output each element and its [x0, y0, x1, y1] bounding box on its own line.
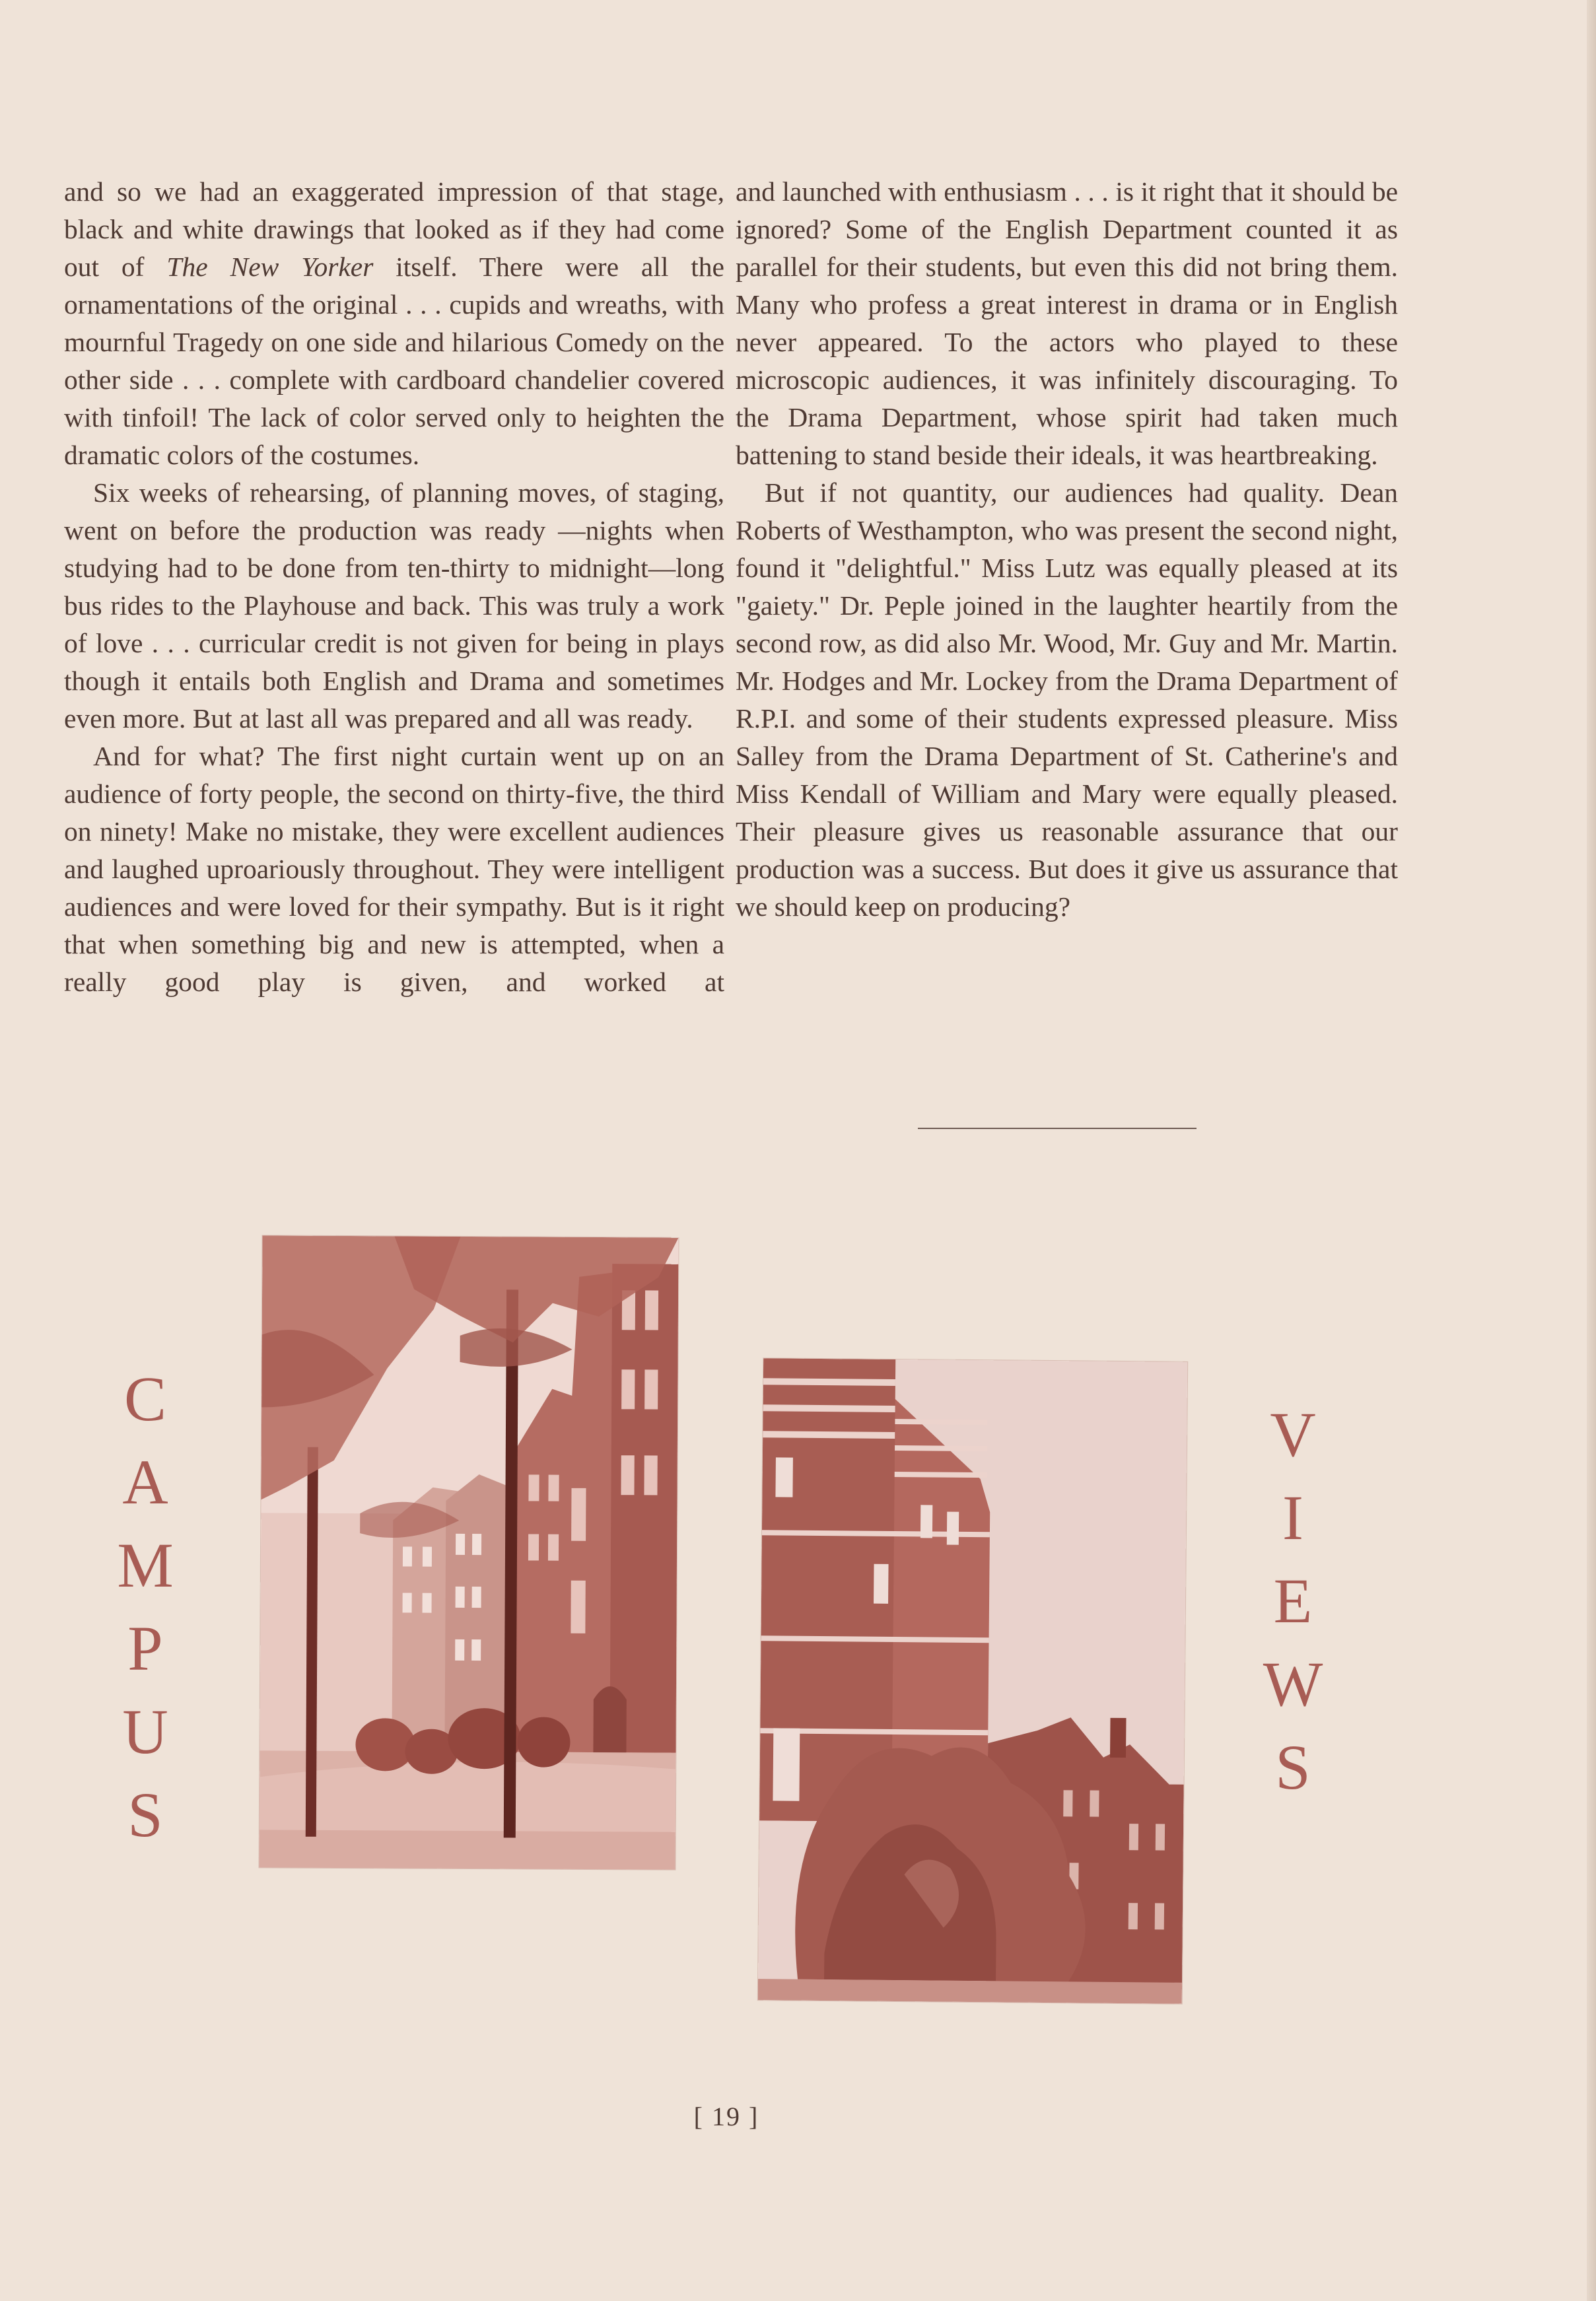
- heading-letter: U: [122, 1696, 168, 1767]
- left-column: [64, 173, 724, 1001]
- section-divider: [918, 1128, 1197, 1129]
- right-column: [736, 173, 1398, 926]
- campus-courtyard-photo: [259, 1235, 678, 1869]
- tower-image: [758, 1358, 1187, 2004]
- heading-letter: S: [127, 1779, 163, 1850]
- magazine-title: The New Yorker: [166, 252, 374, 282]
- right-paragraph-2: But if not quantity, our audiences had quality. Dean Roberts of Westhampton, who was present the second night, found it "delightful." Miss Lutz was equally pleased at its "gaiety." Dr. Peple joined in the laughter heartily from the second row, as did also Mr. Wood, Mr. Guy and Mr. Martin. Mr. Hodges and Mr. Lockey from the Drama Department of R.P.I. and some of their students expressed pleasure. Miss Salley from the Drama Department of St. Catherine's and Miss Kendall of William and Mary were equally pleased. Their pleasure gives us reasonable assurance that our production was a success. But does it give us assurance that we should keep on producing?: [736, 477, 1398, 922]
- heading-letter: I: [1282, 1482, 1303, 1553]
- heading-letter: M: [117, 1530, 174, 1600]
- campus-heading: [109, 1357, 182, 1857]
- heading-letter: A: [122, 1447, 168, 1517]
- brick-tower-photo: [758, 1358, 1187, 2004]
- left-paragraph-1: and so we had an exaggerated impression of that stage, black and white drawings that looked as if they had come out of The New Yorker itself. There were all the ornamentations of the original . . . cupids and wreaths, with mournful Tragedy on one side and hilarious Comedy on the other side . . . complete with cardboard chandelier covered with tinfoil! The lack of color served only to heighten the dramatic colors of the costumes.: [64, 176, 724, 470]
- left-paragraph-2: Six weeks of rehearsing, of planning moves, of staging, went on before the production was ready —nights when studying had to be done from ten-thirty to midnight—long bus rides to the Playhouse and back. This was truly a work of love . . . curricular credit is not given for being in plays though it entails both English and Drama and sometimes even more. But at last all was prepared and all was ready.: [64, 477, 724, 734]
- heading-letter: W: [1263, 1649, 1323, 1719]
- page-number: [ 19 ]: [693, 2102, 759, 2131]
- heading-letter: S: [1275, 1732, 1311, 1803]
- heading-letter: C: [123, 1363, 167, 1434]
- left-paragraph-3: And for what? The first night curtain went up on an audience of forty people, the second on thirty-five, the third on ninety! Make no mistake, they were excellent audiences and laughed uproariously throughout. They were intelligent audiences and were loved for their sympathy. But is it right that when something big and new is attempted, when a really good play is given, and worked at: [64, 741, 724, 997]
- heading-letter: E: [1273, 1565, 1313, 1636]
- courtyard-image: [259, 1235, 678, 1869]
- heading-letter: V: [1270, 1399, 1316, 1470]
- page-edge: [1587, 0, 1596, 2301]
- right-paragraph-1: and launched with enthusiasm . . . is it right that it should be ignored? Some of the English Department counted it as parallel for their students, but even this did not bring them. Many who profess a great interest in drama or in English never appeared. To the actors who played to these microscopic audiences, it was infinitely discouraging. To the Drama Department, whose spirit had taken much battening to stand beside their ideals, it was heartbreaking.: [736, 176, 1398, 470]
- views-heading: [1257, 1393, 1329, 1809]
- heading-letter: P: [127, 1613, 163, 1684]
